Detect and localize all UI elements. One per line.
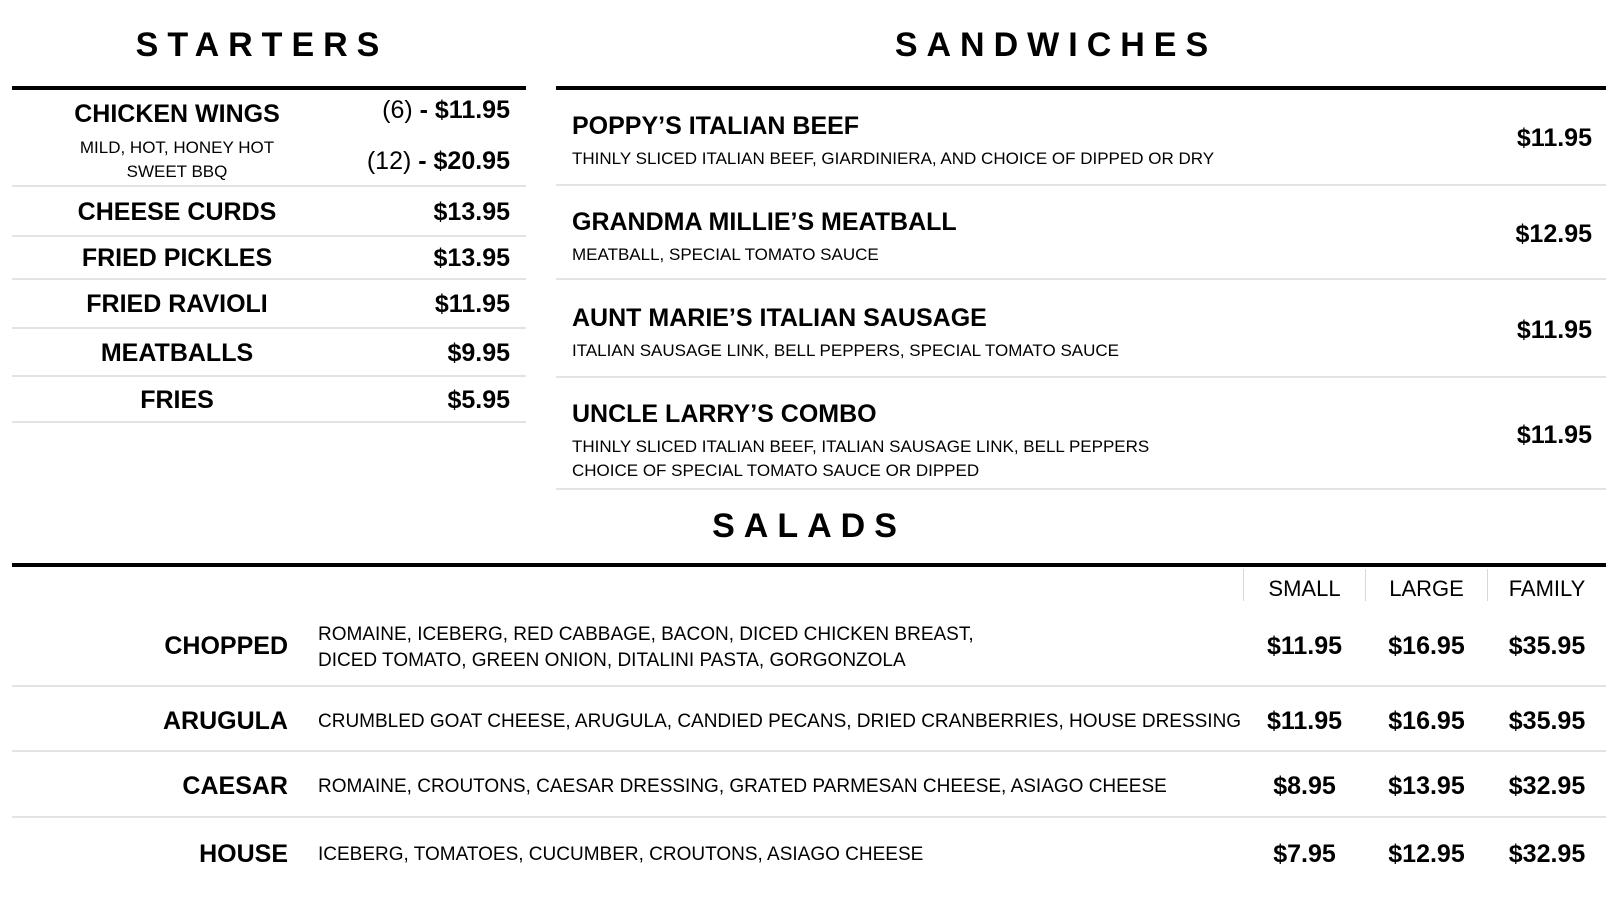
row-divider <box>556 376 1606 378</box>
item-quantity: (12) <box>366 147 412 175</box>
price-small: $11.95 <box>1266 707 1343 735</box>
row-divider <box>12 235 526 237</box>
salads-title: SALADS <box>712 507 906 545</box>
item-description: CHOICE OF SPECIAL TOMATO SAUCE OR DIPPED <box>572 461 980 480</box>
sandwiches-title: SANDWICHES <box>894 26 1218 64</box>
item-description: MEATBALL, SPECIAL TOMATO SAUCE <box>572 245 879 264</box>
item-description: ITALIAN SAUSAGE LINK, BELL PEPPERS, SPECIAL TOMATO SAUCE <box>572 341 1120 360</box>
row-divider <box>556 278 1606 280</box>
row-divider <box>12 185 526 187</box>
item-name: GRANDMA MILLIE’S MEATBALL <box>572 208 957 236</box>
price-large: $13.95 <box>1388 772 1465 800</box>
column-header-family: FAMILY <box>1508 576 1586 601</box>
item-price: $13.95 <box>433 198 510 226</box>
column-header-large: LARGE <box>1389 576 1464 601</box>
row-divider <box>12 327 526 329</box>
item-price <box>330 96 510 125</box>
item-name: ARUGULA <box>163 707 288 735</box>
item-description: THINLY SLICED ITALIAN BEEF, ITALIAN SAUSAGE LINK, BELL PEPPERS <box>572 437 1150 456</box>
item-price <box>330 147 510 176</box>
price-small: $8.95 <box>1273 772 1336 800</box>
row-divider <box>12 750 1606 752</box>
item-name: FRIES <box>140 386 214 414</box>
starters-header-rule <box>12 86 526 90</box>
price-large: $16.95 <box>1388 632 1465 660</box>
row-divider <box>12 375 526 377</box>
item-description: CRUMBLED GOAT CHEESE, ARUGULA, CANDIED PECANS, DRIED CRANBERRIES, HOUSE DRESSING <box>318 711 1242 732</box>
item-price: $9.95 <box>447 339 510 367</box>
item-quantity: (6) <box>382 96 413 124</box>
row-divider <box>12 816 1606 818</box>
price-family: $35.95 <box>1508 632 1586 660</box>
item-price-value: - $11.95 <box>412 96 510 124</box>
price-family: $32.95 <box>1508 772 1586 800</box>
price-family: $35.95 <box>1508 707 1586 735</box>
row-divider <box>12 685 1606 687</box>
item-description: ICEBERG, TOMATOES, CUCUMBER, CROUTONS, ASIAGO CHEESE <box>318 844 924 865</box>
item-description: ROMAINE, CROUTONS, CAESAR DRESSING, GRATED PARMESAN CHEESE, ASIAGO CHEESE <box>318 776 1167 797</box>
item-name: AUNT MARIE’S ITALIAN SAUSAGE <box>572 304 987 332</box>
price-small: $7.95 <box>1273 840 1336 868</box>
item-price: $11.95 <box>1516 421 1592 449</box>
item-name: HOUSE <box>199 840 288 868</box>
starters-title: STARTERS <box>135 26 389 64</box>
price-large: $16.95 <box>1388 707 1465 735</box>
row-divider <box>12 421 526 423</box>
item-name: FRIED PICKLES <box>81 244 273 272</box>
item-price: $12.95 <box>1515 220 1592 248</box>
item-description: DICED TOMATO, GREEN ONION, DITALINI PASTA, GORGONZOLA <box>318 650 906 671</box>
row-divider <box>12 278 526 280</box>
item-name: CAESAR <box>182 772 288 800</box>
item-price: $13.95 <box>433 244 510 272</box>
item-description: ROMAINE, ICEBERG, RED CABBAGE, BACON, DICED CHICKEN BREAST, <box>318 624 974 645</box>
item-price-value: - $20.95 <box>411 147 510 175</box>
item-name: CHOPPED <box>164 632 288 660</box>
item-description: THINLY SLICED ITALIAN BEEF, GIARDINIERA, AND CHOICE OF DIPPED OR DRY <box>572 149 1215 168</box>
column-header-small: SMALL <box>1268 576 1341 601</box>
item-name: UNCLE LARRY’S COMBO <box>572 400 877 428</box>
item-name: FRIED RAVIOLI <box>86 290 268 318</box>
item-price: $11.95 <box>434 290 510 318</box>
item-description: SWEET BBQ <box>126 162 228 181</box>
item-price: $11.95 <box>1516 316 1592 344</box>
price-family: $32.95 <box>1508 840 1586 868</box>
sandwiches-header-rule <box>556 86 1606 90</box>
salads-header-rule <box>12 563 1606 567</box>
item-name: CHICKEN WINGS <box>74 100 280 128</box>
price-large: $12.95 <box>1388 840 1465 868</box>
price-small: $11.95 <box>1266 632 1343 660</box>
item-name: CHEESE CURDS <box>77 198 277 226</box>
item-name: MEATBALLS <box>100 339 254 367</box>
item-price: $11.95 <box>1516 124 1592 152</box>
item-name: POPPY’S ITALIAN BEEF <box>572 112 860 140</box>
item-description: MILD, HOT, HONEY HOT <box>79 138 275 157</box>
row-divider <box>556 184 1606 186</box>
row-divider <box>556 488 1606 490</box>
item-price: $5.95 <box>447 386 510 414</box>
